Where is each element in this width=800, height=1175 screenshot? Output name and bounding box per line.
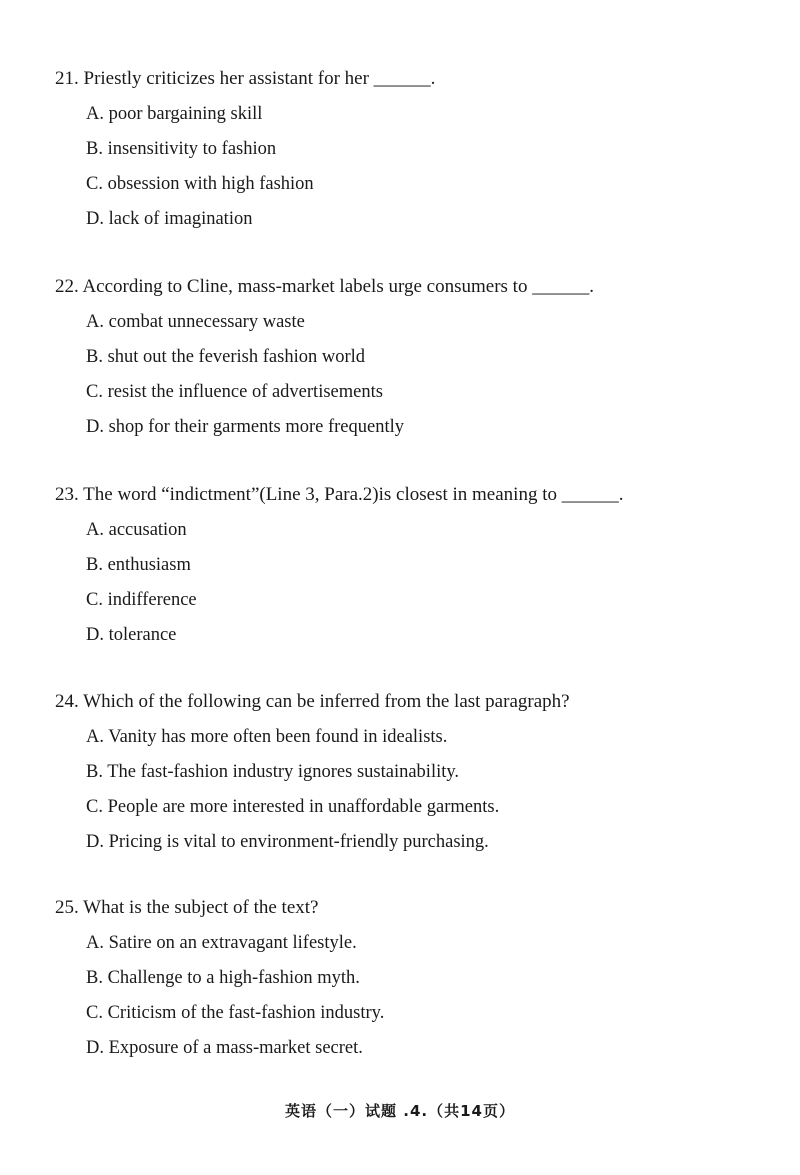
option-b: B. Challenge to a high-fashion myth. [86,968,360,988]
question-stem: 23. The word “indictment”(Line 3, Para.2)is closest in meaning to ______. [55,484,624,505]
option-d: D. lack of imagination [86,209,253,229]
option-d: D. Exposure of a mass-market secret. [86,1038,363,1058]
question-25 [55,898,755,1058]
option-c: C. People are more interested in unaffordable garments. [86,797,500,817]
option-a: A. poor bargaining skill [86,104,263,124]
option-b: B. insensitivity to fashion [86,139,277,159]
option-b: B. The fast-fashion industry ignores sustainability. [86,762,460,782]
option-c: C. indifference [86,590,197,610]
option-c: C. obsession with high fashion [86,174,314,194]
question-23 [55,485,755,645]
option-b: B. shut out the feverish fashion world [86,347,365,367]
question-stem: 21. Priestly criticizes her assistant for her ______. [55,68,436,89]
question-stem: 25. What is the subject of the text? [55,897,319,918]
option-d: D. shop for their garments more frequently [86,417,405,437]
option-a: A. combat unnecessary waste [86,312,305,332]
option-d: D. tolerance [86,625,177,645]
question-24 [55,692,755,852]
option-d: D. Pricing is vital to environment-friendly purchasing. [86,832,489,852]
option-c: C. Criticism of the fast-fashion industry. [86,1003,385,1023]
option-b: B. enthusiasm [86,555,191,575]
question-stem: 22. According to Cline, mass-market labels urge consumers to ______. [55,276,594,297]
page-footer: 英语（一）试题 .4.（共14页） [285,1102,515,1120]
option-c: C. resist the influence of advertisements [86,382,383,402]
question-21 [55,69,755,229]
option-a: A. Satire on an extravagant lifestyle. [86,933,357,953]
option-a: A. accusation [86,520,187,540]
question-22 [55,277,755,437]
option-a: A. Vanity has more often been found in idealists. [86,727,448,747]
question-stem: 24. Which of the following can be inferred from the last paragraph? [55,691,570,712]
